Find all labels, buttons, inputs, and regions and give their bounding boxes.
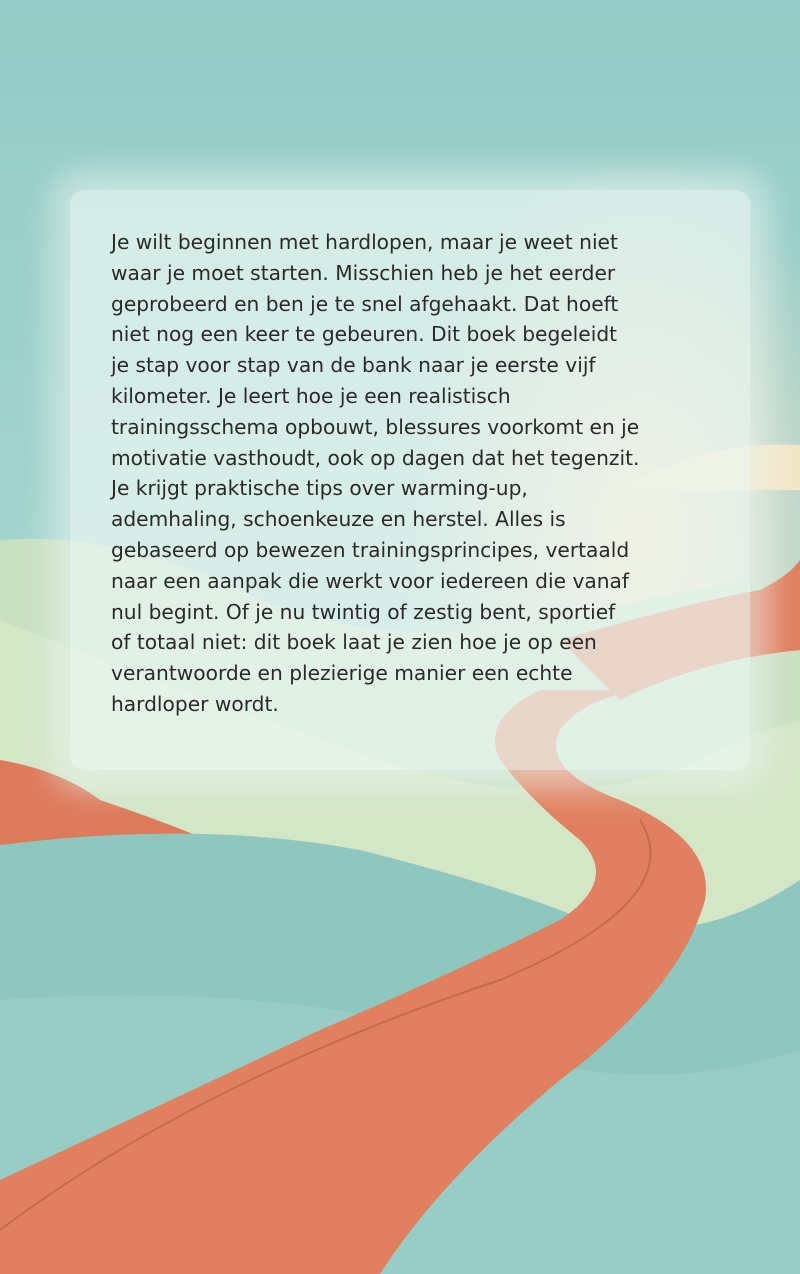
blurb-line: kilometer. Je leert hoe je een realistisch [111,383,511,408]
blurb-line: ademhaling, schoenkeuze en herstel. Alles is [111,507,566,532]
blurb-line: niet nog een keer te gebeuren. Dit boek begeleidt [111,322,618,347]
blurb-line: motivatie vasthoudt, ook op dagen dat het tegenzit. [111,445,640,470]
blurb-line: of totaal niet: dit boek laat je zien hoe je op een [111,630,597,655]
blurb-line: naar een aanpak die werkt voor iedereen die vanaf [111,568,630,593]
blurb-line: hardloper wordt. [111,691,279,716]
blurb-line: verantwoorde en plezierige manier een echte [111,661,573,686]
blurb-line: trainingsschema opbouwt, blessures voorkomt en je [111,414,640,439]
blurb-line: gebaseerd op bewezen trainingsprincipes, vertaald [111,537,630,562]
blurb-line: Je wilt beginnen met hardlopen, maar je weet niet [111,230,618,254]
blurb-line: geprobeerd en ben je te snel afgehaakt. Dat hoeft [111,291,619,316]
blurb-line: Je krijgt praktische tips over warming-up, [111,476,528,501]
back-cover-blurb [111,227,751,720]
blurb-line: je stap voor stap van de bank naar je eerste vijf [111,353,596,378]
blurb-line: waar je moet starten. Misschien heb je het eerder [111,260,616,285]
blurb-line: nul begint. Of je nu twintig of zestig bent, sportief [111,599,616,624]
